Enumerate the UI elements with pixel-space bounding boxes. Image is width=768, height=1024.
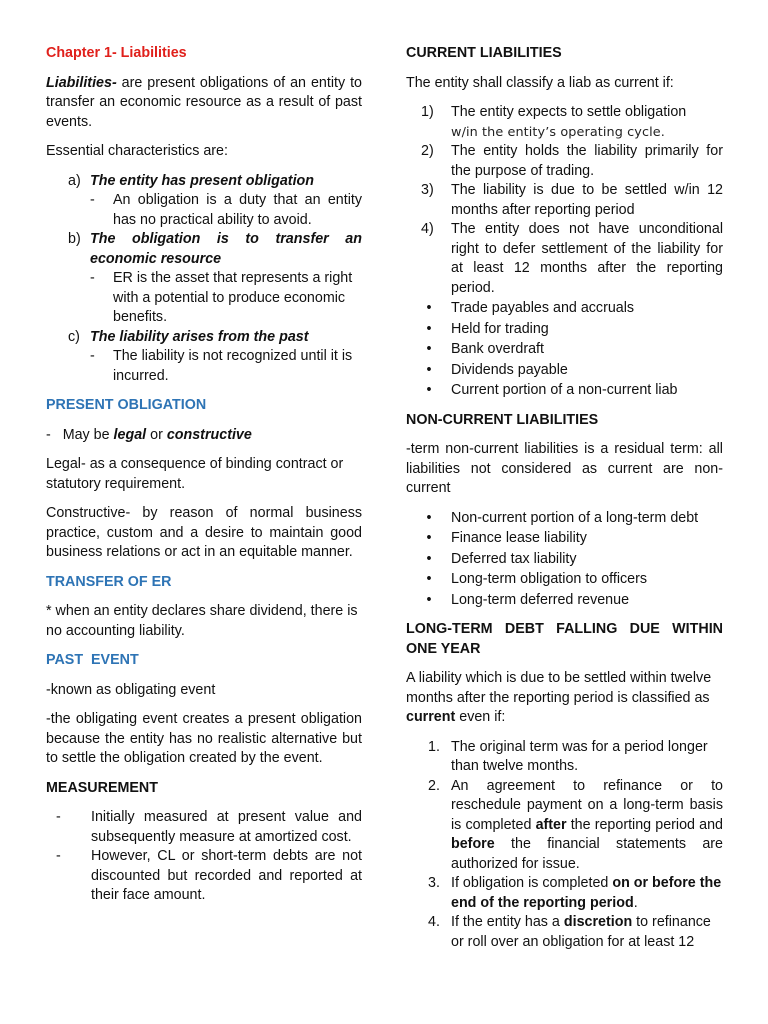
constructive-definition: Constructive- by reason of normal business practice, custom and a desire to maintain good business relations or act in an equitable manner. (46, 505, 362, 560)
noncurrent-heading: NON-CURRENT LIABILITIES (406, 411, 599, 428)
list-item: • Deferred tax liability (426, 550, 577, 567)
list-item: • Finance lease liability (426, 530, 587, 546)
measurement-heading: MEASUREMENT (46, 779, 158, 796)
list-item: • Trade payables and accruals (426, 300, 635, 316)
essential-intro: Essential characteristics are: (46, 143, 228, 159)
condition-item: 4) The entity does not have unconditional right to defer settlement of the liability for at least 12 months after the reporting period. (421, 221, 723, 296)
list-item: • Long-term obligation to officers (426, 571, 648, 587)
list-item: • Long-term deferred revenue (426, 591, 630, 608)
may-be-line: - May be legal or constructive (46, 426, 252, 443)
list-item: • Held for trading (426, 320, 549, 337)
characteristic-detail: - ER is the asset that represents a right with a potential to produce economic benefits. (90, 270, 353, 325)
current-examples-list (406, 299, 723, 401)
past-event-line2: -the obligating event creates a present obligation because the entity has no realistic alternative but to settle the obligation created by the event. (46, 711, 362, 766)
characteristic-item: b) The obligation is to transfer an economic resource (68, 231, 362, 267)
condition-item: 2. An agreement to refinance or to reschedule payment on a long-term basis is completed after the reporting period and before the financial statements are authorized for issue. (428, 777, 723, 872)
condition-item: 4. If the entity has a discretion to refinance or roll over an obligation for at least 12 (428, 914, 711, 950)
transfer-er-text: * when an entity declares share dividend, there is no accounting liability. (46, 603, 358, 639)
past-event-heading: PAST EVENT (46, 652, 139, 668)
list-item: • Non-current portion of a long-term debt (426, 509, 699, 526)
measurement-item: - Initially measured at present value and subsequently measure at amortized cost. (56, 809, 362, 845)
condition-item: 1. The original term was for a period longer than twelve months. (428, 738, 708, 774)
left-column (46, 44, 362, 906)
list-item: • Dividends payable (426, 361, 568, 378)
transfer-er-heading: TRANSFER OF ER (46, 573, 172, 590)
past-event-line1: -known as obligating event (46, 681, 216, 698)
longterm-intro: A liability which is due to be settled within twelve months after the reporting period is classified as current even if: (406, 670, 712, 725)
characteristic-detail: - An obligation is a duty that an entity has no practical ability to avoid. (90, 192, 362, 228)
liabilities-definition: Liabilities- are present obligations of an entity to transfer an economic resource as a result of past events. (46, 74, 362, 130)
measurement-item: - However, CL or short-term debts are not discounted but recorded and reported at their face amount. (56, 848, 362, 903)
list-item: • Bank overdraft (426, 341, 544, 357)
current-conditions-list (406, 103, 723, 298)
condition-item: 3. If obligation is completed on or before the end of the reporting period. (428, 875, 722, 911)
condition-item: 1) The entity expects to settle obligation w/in the entity’s operating cycle. (421, 104, 687, 140)
current-liabilities-heading: CURRENT LIABILITIES (406, 45, 562, 61)
legal-definition: Legal- as a consequence of binding contract or statutory requirement. (46, 456, 344, 492)
noncurrent-intro: -term non-current liabilities is a residual term: all liabilities not considered as current are non-current (406, 441, 723, 496)
characteristics-list (46, 172, 362, 387)
characteristic-item: c) The liability arises from the past (68, 328, 309, 345)
condition-item: 2) The entity holds the liability primarily for the purpose of trading. (421, 143, 723, 179)
present-obligation-heading: PRESENT OBLIGATION (46, 397, 207, 413)
noncurrent-examples-list (406, 509, 723, 611)
longterm-conditions-list (406, 738, 723, 953)
chapter-title: Chapter 1- Liabilities (46, 45, 187, 61)
list-item: • Current portion of a non-current liab (426, 382, 678, 398)
condition-item: 3) The liability is due to be settled w/in 12 months after reporting period (421, 182, 723, 218)
current-intro: The entity shall classify a liab as current if: (406, 74, 674, 91)
characteristic-detail: - The liability is not recognized until it is incurred. (90, 348, 353, 384)
right-column (406, 44, 723, 952)
characteristic-item: a) The entity has present obligation (68, 172, 315, 189)
longterm-heading: LONG-TERM DEBT FALLING DUE WITHIN ONE YEAR (406, 621, 723, 657)
